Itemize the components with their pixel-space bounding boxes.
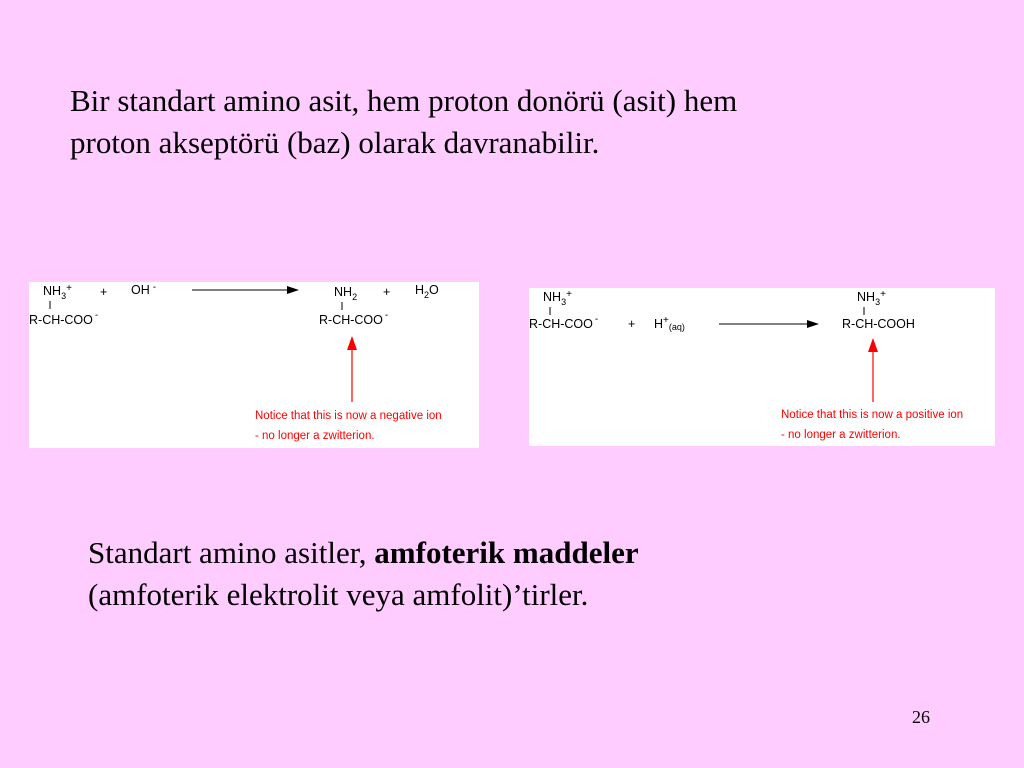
r1-reactant-chain: R-CH-COO -	[29, 310, 99, 327]
reaction-2-image	[529, 288, 995, 446]
intro-paragraph	[70, 80, 970, 164]
amphoteric-line-2: (amfoterik elektrolit veya amfolit)’tirler.	[88, 577, 589, 612]
r1-water: $H_2O$	[415, 283, 439, 300]
r2-plus: +	[628, 317, 636, 331]
amphoteric-paragraph	[88, 532, 988, 616]
r1-plus-2: +	[383, 285, 391, 299]
intro-line-1: Bir standart amino asit, hem proton donörü (asit) hem	[70, 83, 738, 118]
r1-note-line-2: - no longer a zwitterion.	[255, 430, 375, 442]
intro-line-2: proton akseptörü (baz) olarak davranabilir.	[70, 125, 600, 160]
r2-note-line-2: - no longer a zwitterion.	[781, 429, 901, 441]
r2-reactant-amine: $NH_3^+$	[543, 289, 572, 307]
reaction-2-diagram	[529, 288, 995, 446]
r2-pointer-head	[868, 338, 878, 352]
amphoteric-bold-term: amfoterik maddeler	[374, 535, 639, 570]
amphoteric-line-1	[88, 532, 988, 574]
r1-product-chain: R-CH-COO -	[319, 310, 389, 327]
r2-product-chain: R-CH-COOH	[842, 317, 915, 331]
r2-reactant-chain: R-CH-COO -	[529, 314, 599, 331]
r2-proton: $H^+_{(aq)}$	[654, 315, 685, 332]
page-number: 26	[912, 707, 930, 727]
r2-reaction-arrow-head	[807, 320, 819, 328]
r2-product-amine: $NH_3^+$	[857, 289, 886, 307]
r1-reactant-amine: $NH_3^+$	[43, 283, 72, 301]
r1-note-line-1: Notice that this is now a negative ion	[255, 410, 442, 422]
reaction-1-diagram	[29, 282, 479, 448]
reaction-1-image	[29, 282, 479, 448]
r1-hydroxide: OH -	[131, 282, 157, 297]
r1-plus: +	[100, 285, 108, 299]
r2-note-line-1: Notice that this is now a positive ion	[781, 409, 964, 421]
r1-product-amine: $NH_2$	[334, 285, 358, 302]
r1-pointer-head	[347, 336, 357, 350]
r1-reaction-arrow-head	[287, 286, 299, 294]
amphoteric-plain-text: Standart amino asitler,	[88, 535, 375, 570]
